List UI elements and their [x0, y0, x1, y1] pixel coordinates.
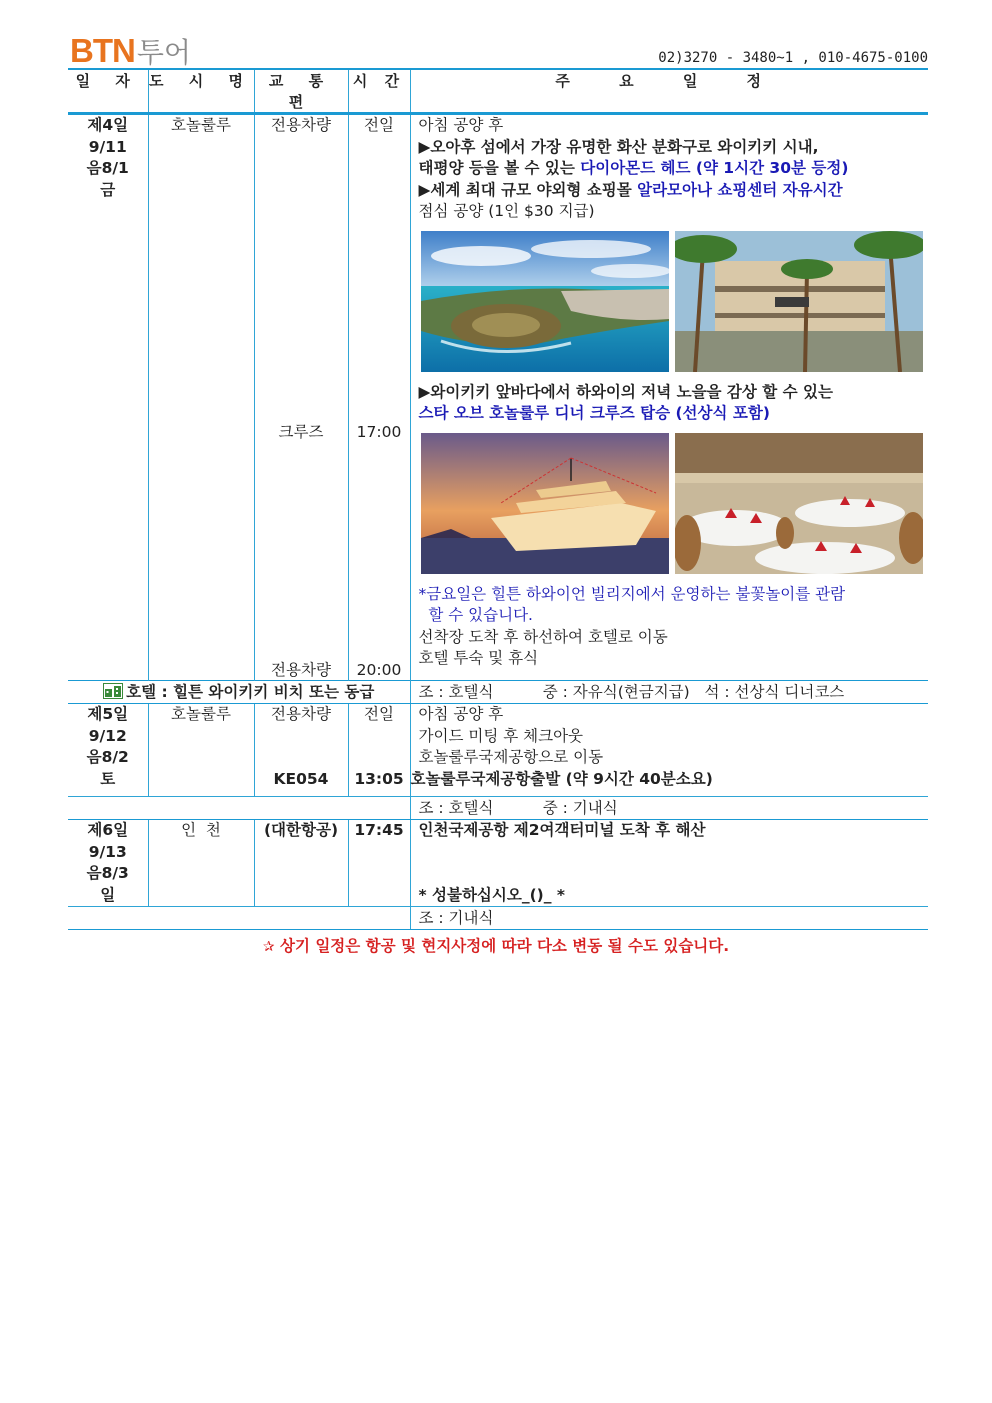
farewell-line: * 성불하십시오_()_ *: [418, 885, 566, 904]
transport-bus: 전용차량: [271, 705, 331, 723]
time-cruise: 17:00: [356, 423, 402, 441]
day4-transport: [254, 114, 348, 681]
schedule-line: 선착장 도착 후 하선하여 호텔로 이동: [418, 627, 668, 646]
day6-schedule: [410, 820, 928, 907]
lunar-date: 음8/1: [86, 159, 129, 177]
day6-transport: [254, 820, 348, 907]
day6-meal-row: [68, 907, 928, 930]
photo-row-1: [421, 231, 929, 372]
solar-date: 9/12: [88, 726, 127, 745]
flight-number: KE054: [273, 769, 329, 788]
schedule-line: 아침 공양 후: [418, 116, 504, 134]
lunar-date: 음8/3: [86, 864, 129, 882]
day6-row: [68, 820, 928, 907]
col-schedule: 주 요 일 정: [410, 69, 928, 114]
transport-bus-2: 전용차량: [271, 661, 331, 679]
day4-city: [148, 114, 254, 681]
dinner-cruise-highlight: 스타 오브 호놀룰루 디너 크루즈 탑승 (선상식 포함): [418, 404, 770, 422]
brand-logo: [70, 34, 191, 68]
solar-date: 9/11: [88, 137, 127, 156]
diamond-head-photo: [421, 231, 669, 372]
logo-brand: BTN: [70, 32, 135, 69]
time-allday: 전일: [364, 116, 394, 134]
day5-meal-row: [68, 797, 928, 820]
departure-time: 13:05: [354, 769, 404, 788]
day5-transport: [254, 704, 348, 797]
time-allday: 전일: [364, 705, 394, 723]
schedule-line: 아침 공양 후: [418, 705, 504, 723]
photo-row-2: [421, 433, 929, 574]
col-transport: 교 통 편: [254, 69, 348, 114]
logo-suffix: 투어: [136, 36, 191, 69]
footer-notice: [0, 934, 992, 956]
shopping-center-photo: [675, 231, 923, 372]
city-name: 인 천: [181, 821, 221, 839]
footer-text: 상기 일정은 항공 및 현지사정에 따라 다소 변동 될 수도 있습니다.: [279, 937, 730, 955]
day6-meals: 조 : 기내식: [410, 907, 928, 930]
arrival-time: 17:45: [354, 821, 404, 839]
day5-city: [148, 704, 254, 797]
hotel-icon: [103, 683, 123, 699]
day5-row: [68, 704, 928, 797]
schedule-line: ▶오아후 섬에서 가장 유명한 화산 분화구로 와이키키 시내,: [418, 137, 819, 156]
transport-bus: 전용차량: [271, 116, 331, 134]
weekday: 토: [100, 769, 116, 788]
city-name: 호놀룰루: [171, 116, 231, 134]
schedule-line: ▶세계 최대 규모 야외형 쇼핑몰: [418, 180, 638, 199]
time-return: 20:00: [356, 661, 402, 679]
hotel-name: 호텔 : 힐튼 와이키키 비치 또는 동급: [126, 683, 375, 701]
cruise-ship-photo: [421, 433, 669, 574]
dining-room-photo: [675, 433, 923, 574]
day6-meal-spacer: [68, 907, 410, 930]
itinerary-table: [68, 68, 928, 930]
day4-schedule: [410, 114, 928, 681]
arrival-line: 인천국제공항 제2여객터미널 도착 후 해산: [418, 821, 706, 839]
col-time: 시 간: [348, 69, 410, 114]
day4-hotel-meal-row: [68, 681, 928, 704]
lunar-date: 음8/2: [86, 748, 129, 766]
fireworks-note-cont: 할 수 있습니다.: [418, 606, 533, 624]
diamond-head-highlight: 다이아몬드 헤드 (약 1시간 30분 등정): [580, 159, 849, 177]
day5-date: [68, 704, 148, 797]
schedule-line: ▶와이키키 앞바다에서 하와이의 저녁 노을을 감상 할 수 있는: [418, 382, 833, 401]
schedule-line: 호놀룰루국제공항으로 이동: [418, 748, 604, 766]
day4-date: [68, 114, 148, 681]
day4-row: [68, 114, 928, 681]
day5-time: [348, 704, 410, 797]
day6-city: [148, 820, 254, 907]
day-label: 제5일: [87, 705, 129, 723]
schedule-line: 태평양 등을 볼 수 있는: [418, 159, 581, 177]
day5-schedule: [410, 704, 928, 797]
schedule-line: 호텔 투숙 및 휴식: [418, 649, 539, 667]
weekday: 금: [100, 180, 116, 199]
airline: (대한항공): [263, 821, 339, 839]
day4-time: [348, 114, 410, 681]
day-label: 제4일: [87, 116, 129, 134]
schedule-line: 점심 공양 (1인 $30 지급): [418, 202, 595, 220]
weekday: 일: [100, 885, 116, 904]
ala-moana-highlight: 알라모아나 쇼핑센터 자유시간: [637, 180, 843, 199]
day6-date: [68, 820, 148, 907]
fireworks-note: *금요일은 힐튼 하와이언 빌리지에서 운영하는 불꽃놀이를 관람: [418, 584, 846, 603]
hotel-info: [68, 681, 410, 704]
col-city: 도 시 명: [148, 69, 254, 114]
day-label: 제6일: [87, 821, 129, 839]
star-icon: ✰: [262, 939, 275, 955]
day5-meal-spacer: [68, 797, 410, 820]
schedule-line: 가이드 미팅 후 체크아웃: [418, 726, 584, 745]
col-date: 일 자: [68, 69, 148, 114]
city-name: 호놀룰루: [171, 705, 231, 723]
day5-meals: 조 : 호텔식 중 : 기내식: [410, 797, 928, 820]
departure-line: 호놀룰루국제공항출발 (약 9시간 40분소요): [410, 769, 713, 788]
day4-meals: 조 : 호텔식 중 : 자유식(현금지급) 석 : 선상식 디너코스: [410, 681, 928, 704]
day6-time: [348, 820, 410, 907]
header-row: [68, 69, 928, 114]
phone-numbers: 02)3270 - 3480~1 , 010-4675-0100: [658, 50, 928, 66]
transport-cruise: 크루즈: [278, 423, 324, 441]
solar-date: 9/13: [88, 842, 127, 861]
